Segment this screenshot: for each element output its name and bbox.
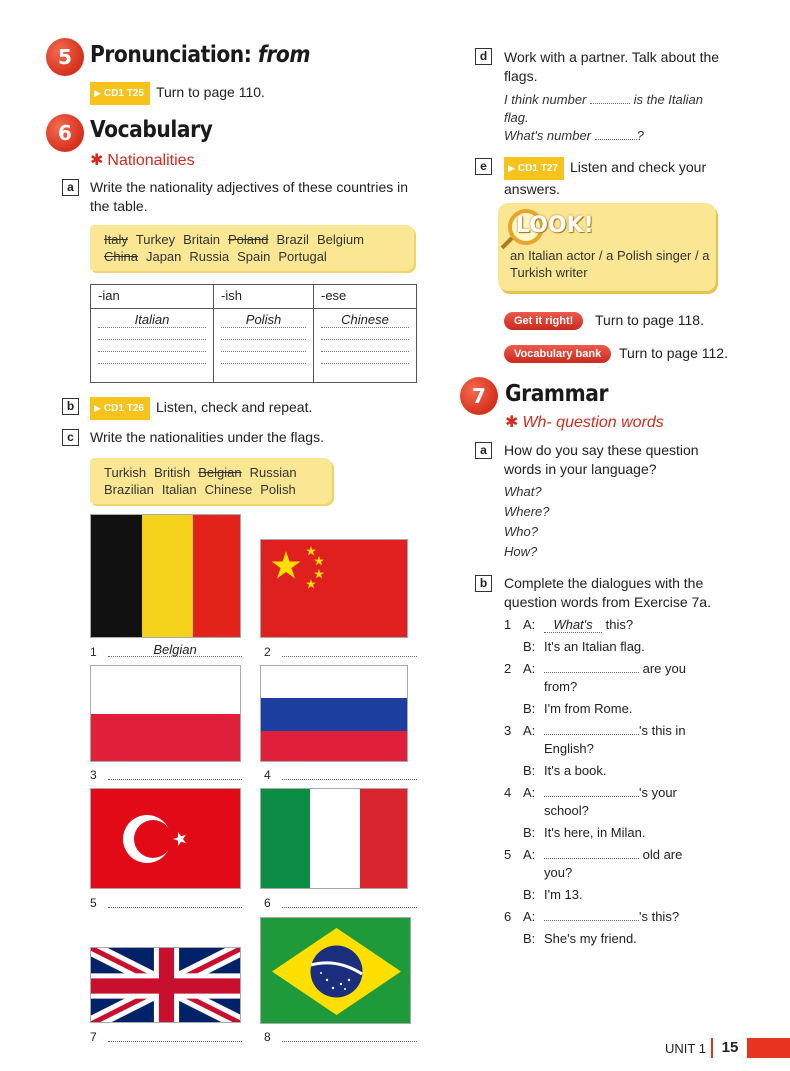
exercise-6a-instruction: Write the nationality adjectives of these countries in the table. (90, 179, 409, 214)
word-box-nationality: Belgian (198, 465, 242, 480)
exercise-letter-7a: a (475, 442, 492, 459)
dialogue-speaker: B: (523, 887, 536, 902)
dialogue-speaker: B: (523, 763, 536, 778)
word-box-country: Russia (189, 249, 230, 264)
italy-flag-icon (260, 788, 408, 889)
vocabulary-bank-button[interactable]: Vocabulary bank (504, 345, 611, 363)
word-box-country: Poland (227, 232, 269, 247)
dialogue-text: I'm 13. (544, 887, 583, 902)
table-header-ian: -ian (91, 285, 214, 309)
flag-answer-7[interactable] (108, 1027, 242, 1042)
word-box-nationality: Russian (249, 465, 297, 480)
dialogue-text: I'm from Rome. (544, 701, 633, 716)
flag-number: 1 (90, 645, 97, 659)
get-it-right-button[interactable]: Get it right! (504, 312, 583, 330)
cd-track-label: ▶ CD1 T26 (90, 397, 150, 420)
brazil-flag-icon (260, 917, 411, 1024)
dialogue-number: 2 (504, 661, 512, 676)
dialogue-continuation: English? (544, 741, 594, 756)
dialogue-speaker: A: (523, 909, 536, 924)
word-box-nationality: British (154, 465, 191, 480)
table-header-ish: -ish (214, 285, 314, 309)
dialogue-text: are you (639, 661, 686, 676)
exercise-letter-7b: b (475, 575, 492, 592)
table-header-ese: -ese (314, 285, 417, 309)
poland-flag-icon (90, 665, 241, 762)
flag-number: 4 (264, 768, 271, 782)
flag-answer-3[interactable] (108, 765, 242, 780)
dialogue-text: 's your (639, 785, 677, 800)
look-title: LOOK! (516, 213, 594, 238)
dialogue-gap[interactable] (544, 796, 639, 797)
dialogue-number: 1 (504, 617, 512, 632)
dialogue-continuation: from? (544, 679, 578, 694)
word-box-nationality: Polish (260, 482, 296, 497)
exercise-6d-instruction: Work with a partner. Talk about the flags. (504, 49, 720, 84)
dialogue-text: old are (639, 847, 683, 862)
exercise-letter-6c: c (62, 429, 79, 446)
section-number-6: 6 (46, 114, 84, 152)
flag-answer-1[interactable]: Belgian (108, 642, 242, 657)
word-box-country: Japan (145, 249, 182, 264)
exercise-7a-instruction: How do you say these question words in your language? (504, 442, 699, 477)
dialogue-text: It's an Italian flag. (544, 639, 645, 654)
dialogue-text: this? (602, 617, 634, 632)
section-subtitle-nationalities: ✱ Nationalities (90, 152, 195, 169)
dialogue-speaker: B: (523, 931, 536, 946)
section-title-vocabulary: Vocabulary (90, 117, 213, 143)
flag-answer-4[interactable] (282, 765, 417, 780)
dialogue-gap[interactable] (544, 920, 639, 921)
question-word-what: What? (504, 484, 542, 499)
flag-number: 6 (264, 896, 271, 910)
flag-number: 3 (90, 768, 97, 782)
word-box-countries (90, 225, 414, 271)
exercise-6d-example-2: What's number ? (504, 128, 644, 143)
flag-number: 5 (90, 896, 97, 910)
word-box-country: Spain (237, 249, 271, 264)
page-number: 15 (713, 1038, 747, 1058)
exercise-letter-6e: e (475, 158, 492, 175)
section-title-pronunciation: Pronunciation: from (90, 42, 311, 68)
table-col-ish[interactable] (214, 309, 314, 383)
dialogue-speaker: A: (523, 661, 536, 676)
dialogue-speaker: A: (523, 785, 536, 800)
exercise-6c-instruction: Write the nationalities under the flags. (90, 429, 324, 445)
word-box-nationality: Chinese (204, 482, 253, 497)
dialogue-speaker: B: (523, 639, 536, 654)
dialogue-continuation: you? (544, 865, 573, 880)
vocabulary-bank-ref: Turn to page 112. (619, 345, 728, 361)
word-box-country: China (104, 249, 138, 264)
dialogue-number: 3 (504, 723, 512, 738)
dialogue-speaker: B: (523, 825, 536, 840)
question-word-who: Who? (504, 524, 538, 539)
china-flag-icon (260, 539, 408, 638)
uk-flag-icon (90, 947, 241, 1023)
word-box-country: Britain (183, 232, 220, 247)
dialogue-continuation: school? (544, 803, 589, 818)
dialogue-gap[interactable]: What's (544, 617, 602, 633)
exercise-6d-example-1: I think number is the Italian flag. (504, 92, 703, 125)
word-box-nationality: Turkish (104, 465, 147, 480)
dialogue-number: 6 (504, 909, 512, 924)
section-title-grammar: Grammar (505, 381, 609, 407)
word-box-nationality: Brazilian (104, 482, 154, 497)
dialogue-speaker: A: (523, 723, 536, 738)
word-box-nationality: Italian (161, 482, 197, 497)
dialogue-list (504, 617, 744, 957)
word-box-country: Belgium (316, 232, 364, 247)
turkey-flag-icon (90, 788, 241, 889)
question-word-where: Where? (504, 504, 550, 519)
flag-answer-5[interactable] (108, 893, 242, 908)
flag-number: 2 (264, 645, 271, 659)
look-text: an Italian actor / a Polish singer / a Turkish writer (510, 248, 710, 280)
dialogue-text: She's my friend. (544, 931, 637, 946)
exercise-6b-audio: ▶ CD1 T26 Listen, check and repeat. (90, 397, 312, 420)
word-box-nationalities (90, 458, 332, 504)
section-subtitle-wh-words: ✱ Wh- question words (505, 414, 664, 431)
exercise-letter-6b: b (62, 398, 79, 415)
russia-flag-icon (260, 665, 408, 762)
dialogue-speaker: A: (523, 847, 536, 862)
dialogue-text: It's here, in Milan. (544, 825, 646, 840)
flag-answer-6[interactable] (282, 893, 417, 908)
exercise-7b-instruction: Complete the dialogues with the question words from Exercise 7a. (504, 575, 711, 610)
exercise-letter-6d: d (475, 48, 492, 65)
cd-track-label: ▶ CD1 T25 (90, 82, 150, 105)
dialogue-speaker: A: (523, 617, 536, 632)
dialogue-number: 4 (504, 785, 512, 800)
question-word-how: How? (504, 544, 538, 559)
unit-label: UNIT 1 (665, 1041, 706, 1056)
table-example-polish: Polish (221, 312, 306, 328)
flag-number: 7 (90, 1030, 97, 1044)
dialogue-gap[interactable] (544, 734, 639, 735)
exercise-letter-6a: a (62, 179, 79, 196)
nationality-table (90, 284, 417, 383)
table-col-ese[interactable] (314, 309, 417, 383)
flag-answer-8[interactable] (282, 1027, 417, 1042)
word-box-country: Turkey (135, 232, 176, 247)
cd-track-label: ▶ CD1 T27 (504, 157, 564, 180)
dialogue-gap[interactable] (544, 858, 639, 859)
flag-number: 8 (264, 1030, 271, 1044)
belgium-flag-icon (90, 514, 241, 638)
table-example-chinese: Chinese (321, 312, 409, 328)
word-box-country: Portugal (278, 249, 327, 264)
exercise-5-audio: ▶ CD1 T25 Turn to page 110. (90, 82, 265, 105)
look-box (498, 203, 716, 291)
dialogue-number: 5 (504, 847, 512, 862)
dialogue-gap[interactable] (544, 672, 639, 673)
get-it-right-ref: Turn to page 118. (595, 312, 704, 328)
table-example-italian: Italian (98, 312, 206, 328)
dialogue-text: 's this in (639, 723, 686, 738)
table-col-ian[interactable] (91, 309, 214, 383)
exercise-6e-audio: ▶ CD1 T27 Listen and check your answers. (504, 157, 714, 199)
dialogue-speaker: B: (523, 701, 536, 716)
dialogue-text: 's this? (639, 909, 680, 924)
word-box-country: Italy (104, 232, 128, 247)
dialogue-text: It's a book. (544, 763, 607, 778)
section-number-7: 7 (460, 377, 498, 415)
word-box-country: Brazil (276, 232, 309, 247)
flag-answer-2[interactable] (282, 642, 417, 657)
section-number-5: 5 (46, 38, 84, 76)
